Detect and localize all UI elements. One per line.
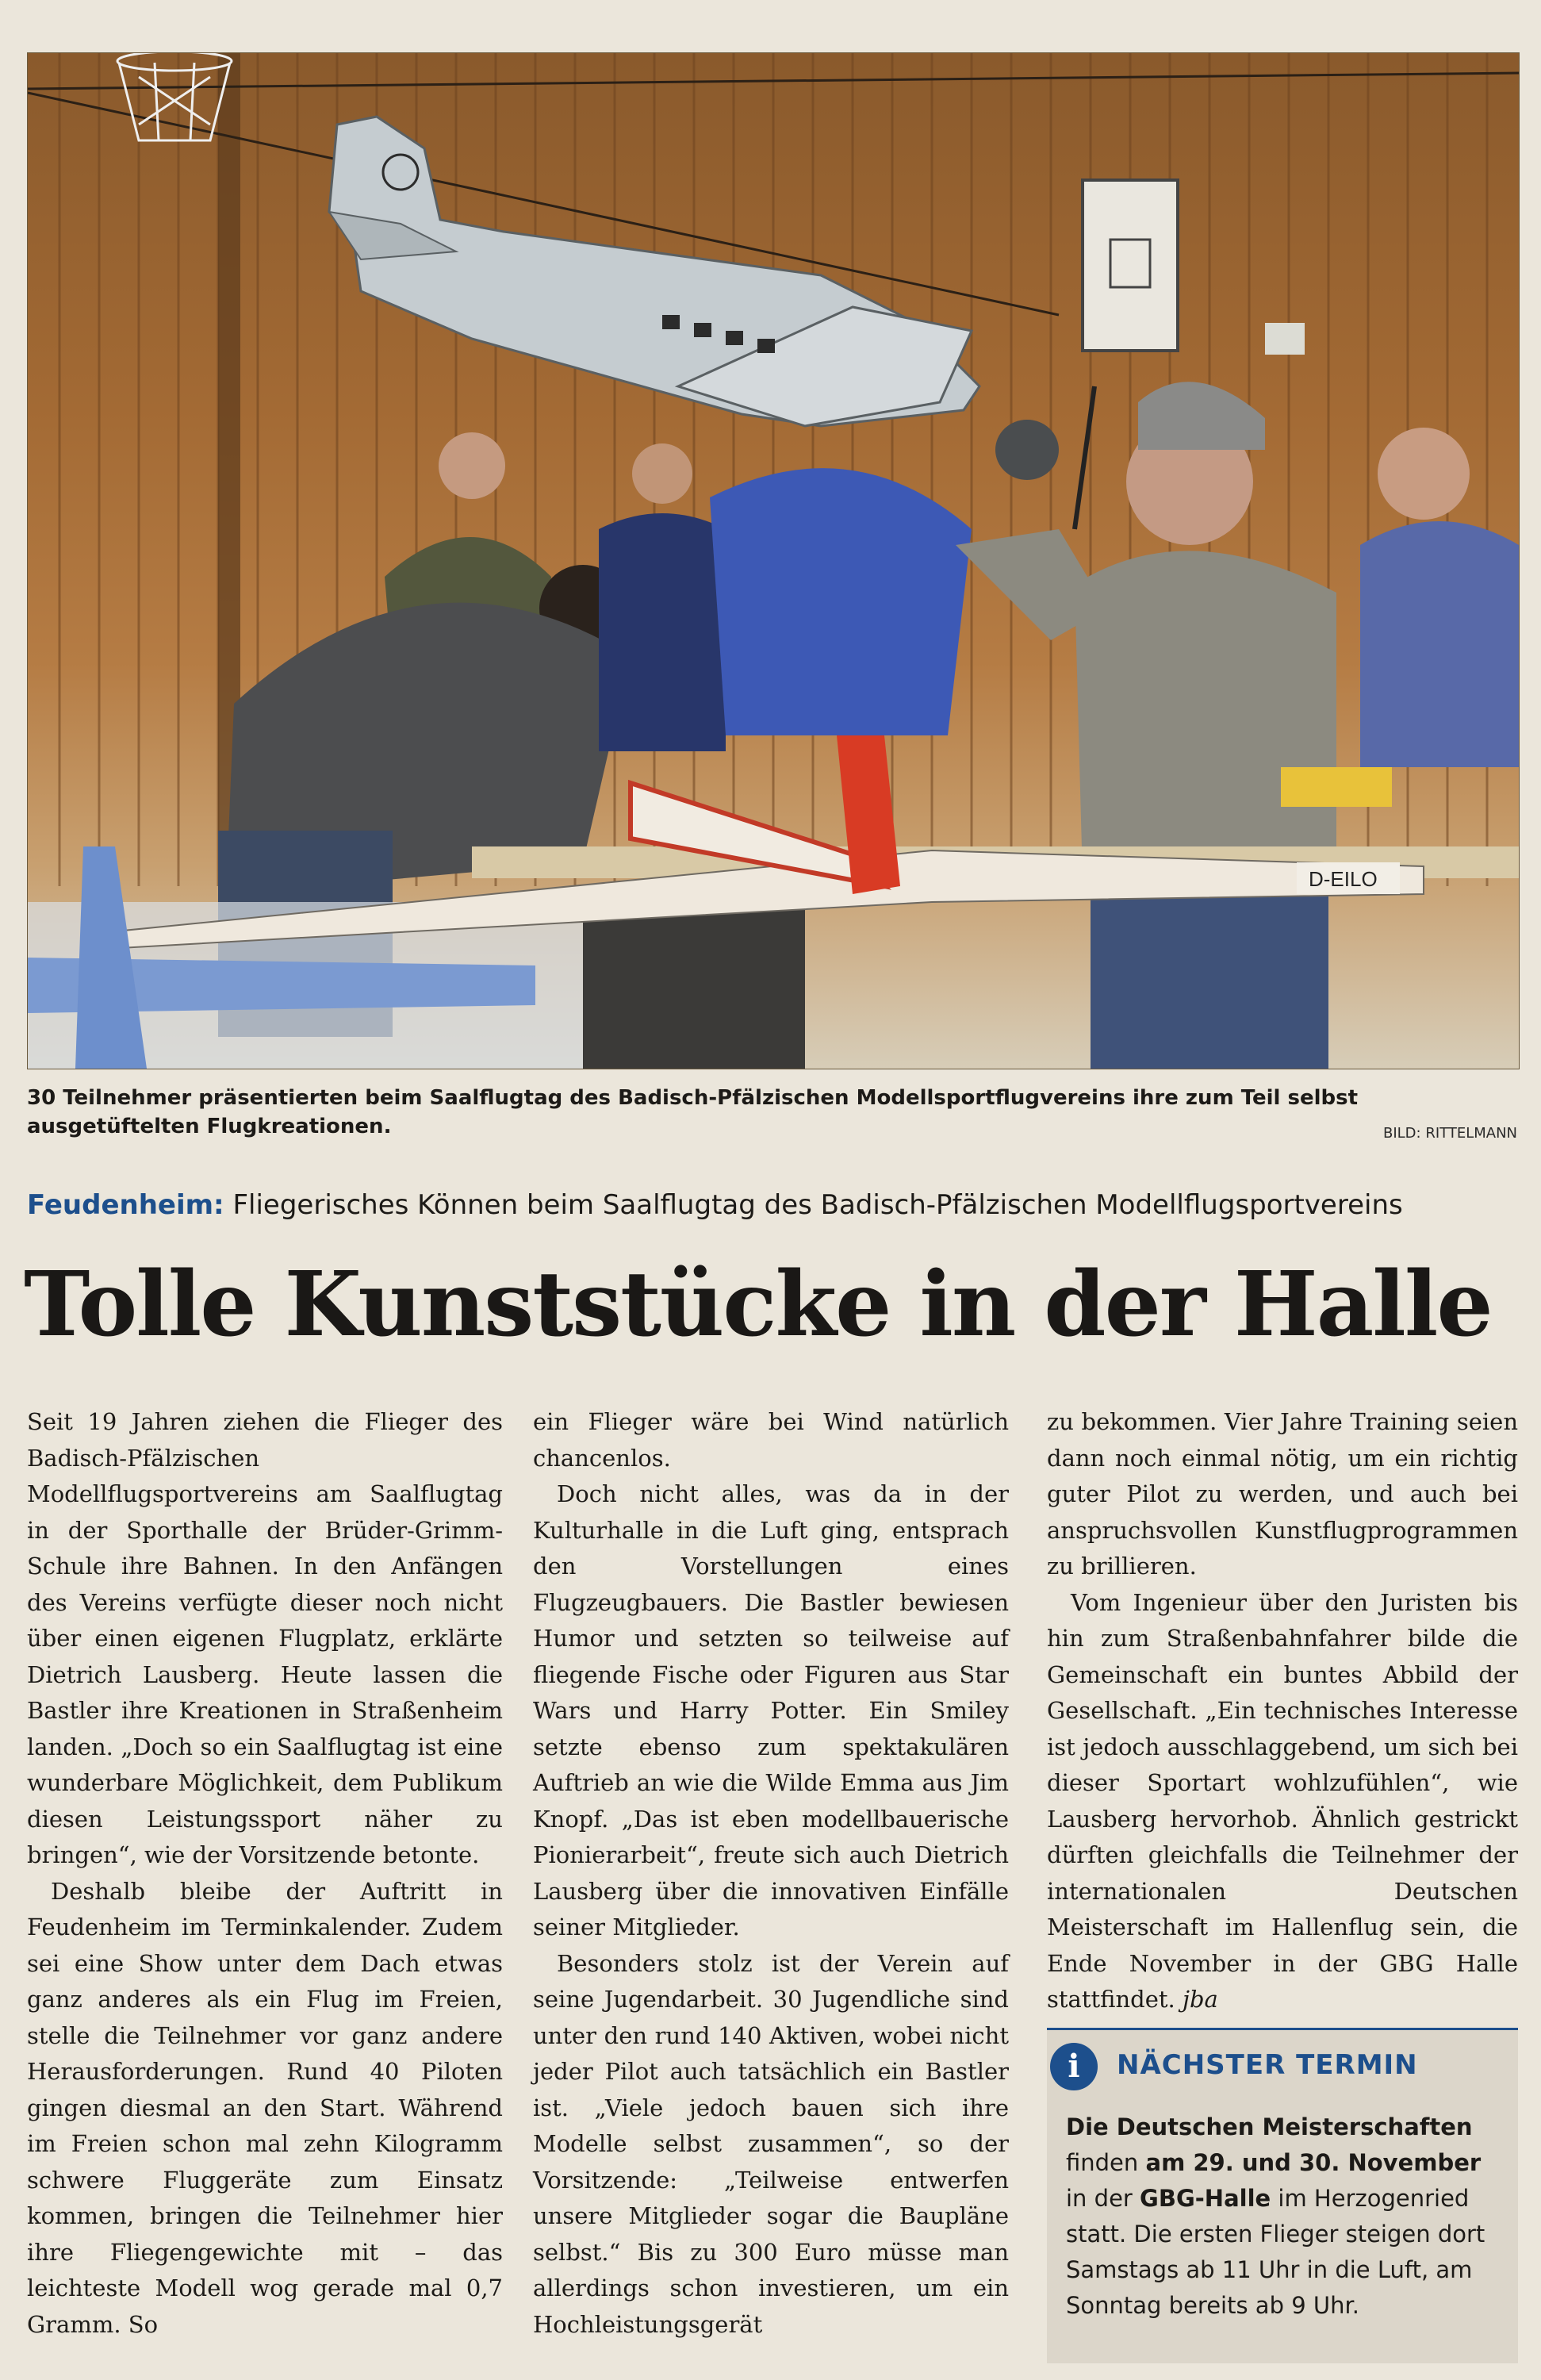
article-photo	[27, 52, 1520, 1069]
info-text: im Herzogenried statt. Die ersten Flieger steigen dort Samstags ab 11 Uhr in die Luft, am Sonntag bereits ab 9 Uhr.	[1066, 2185, 1485, 2319]
yellow-model-plane	[1281, 767, 1392, 807]
photo-illustration	[28, 53, 1519, 1069]
info-text: in der	[1066, 2185, 1140, 2212]
photo-caption: 30 Teilnehmer präsentierten beim Saalflugtag des Badisch-Pfälzischen Modellsportflugvereins ihre zum Teil selbst ausgetüftelten Flugkreationen.	[27, 1086, 1359, 1138]
info-box	[1047, 2028, 1518, 2363]
headline: Tolle Kunststücke in der Halle	[24, 1253, 1492, 1357]
info-box-body	[1066, 2109, 1507, 2324]
paragraph: zu bekommen. Vier Jahre Training seien dann noch einmal nötig, um ein richtig guter Pilot zu werden, und auch bei anspruchsvollen Kunstflugprogrammen zu brillieren.	[1047, 1408, 1518, 1580]
info-date: am 29. und 30. November	[1145, 2149, 1482, 2176]
kicker-place: Feudenheim:	[27, 1189, 224, 1221]
paragraph: Besonders stolz ist der Verein auf seine Jugendarbeit. 30 Jugendliche sind unter den rund 140 Aktiven, wobei nicht jeder Pilot auch tatsächlich ein Bastler ist. „Viele jedoch bauen sich ihre Modelle selbst zusammen“, so der Vorsitzende: „Teilweise entwerfen unsere Mitglieder sogar die Baupläne selbst.“ Bis zu 300 Euro müsse man allerdings schon investieren, um ein Hochleistungsgerät	[533, 1949, 1009, 2338]
info-box-header	[1047, 2041, 1518, 2092]
paragraph: Seit 19 Jahren ziehen die Flieger des Badisch-Pfälzischen Modellflugsportvereins am Saalflugtag in der Sporthalle der Brüder-Grimm-Schule ihre Bahnen. In den Anfängen des Vereins verfügte dieser noch nicht über einen eigenen Flugplatz, erklärte Dietrich Lausberg. Heute lassen die Bastler ihre Kreationen in Straßenheim landen. „Doch so ein Saalflugtag ist eine wunderbare Möglichkeit, dem Publikum diesen Leistungssport näher zu bringen“, wie der Vorsitzende betonte.	[27, 1408, 503, 1868]
paragraph: Doch nicht alles, was da in der Kulturhalle in die Luft ging, entsprach den Vorstellungen eines Flugzeugbauers. Die Bastler bewiesen Humor und setzten so teilweise auf fliegende Fische oder Figuren aus Star Wars und Harry Potter. Ein Smiley setzte ebenso zum spektakulären Auftrieb an wie die Wilde Emma aus Jim Knopf. „Das ist eben modellbauerische Pionierarbeit“, freute sich auch Dietrich Lausberg über die innovativen Einfälle seiner Mitglieder.	[533, 1480, 1009, 1940]
kicker-text: Fliegerisches Können beim Saalflugtag des Badisch-Pfälzischen Modellflugsportvereins	[224, 1189, 1403, 1221]
plane-registration: D-EILO	[1309, 867, 1378, 891]
article-column-1	[27, 1404, 503, 2343]
info-venue: GBG-Halle	[1140, 2185, 1271, 2212]
article-column-2	[533, 1404, 1009, 2343]
paragraph: ein Flieger wäre bei Wind natürlich chancenlos.	[533, 1408, 1009, 1472]
photo-credit: BILD: RITTELMANN	[1383, 1125, 1517, 1142]
info-box-title: NÄCHSTER TERMIN	[1117, 2049, 1418, 2081]
basketball-backboard	[1083, 180, 1178, 351]
info-lead: Die Deutschen Meisterschaften	[1066, 2113, 1473, 2140]
kicker-line	[27, 1187, 1518, 1223]
info-text: finden	[1066, 2149, 1146, 2176]
article-column-3	[1047, 1404, 1518, 2018]
info-icon: i	[1050, 2043, 1098, 2090]
basketball-net	[117, 53, 232, 140]
paragraph-text: Vom Ingenieur über den Juristen bis hin zum Straßenbahnfahrer bilde die Gemeinschaft ein buntes Abbild der Gesellschaft. „Ein technisches Interesse ist jedoch ausschlaggebend, um sich bei dieser Sportart wohlzufühlen“, wie Lausberg hervorhob. Ähnlich gestrickt dürften gleichfalls die Teilnehmer der internationalen Deutschen Meisterschaft im Hallenflug sein, die Ende November in der GBG Halle stattfindet.	[1047, 1588, 1518, 2013]
author-initials: jba	[1182, 1986, 1218, 2013]
paragraph	[1047, 1585, 1518, 2018]
paragraph: Deshalb bleibe der Auftritt in Feudenheim im Terminkalender. Zudem sei eine Show unter dem Dach etwas ganz anderes als ein Flug im Freien, stelle die Teilnehmer vor ganz andere Herausforderungen. Rund 40 Piloten gingen diesmal an den Start. Während im Freien schon mal zehn Kilogramm schwere Fluggeräte zum Einsatz kommen, bringen die Teilnehmer hier ihre Fliegengewichte mit – das leichteste Modell wog gerade mal 0,7 Gramm. So	[27, 1877, 503, 2338]
